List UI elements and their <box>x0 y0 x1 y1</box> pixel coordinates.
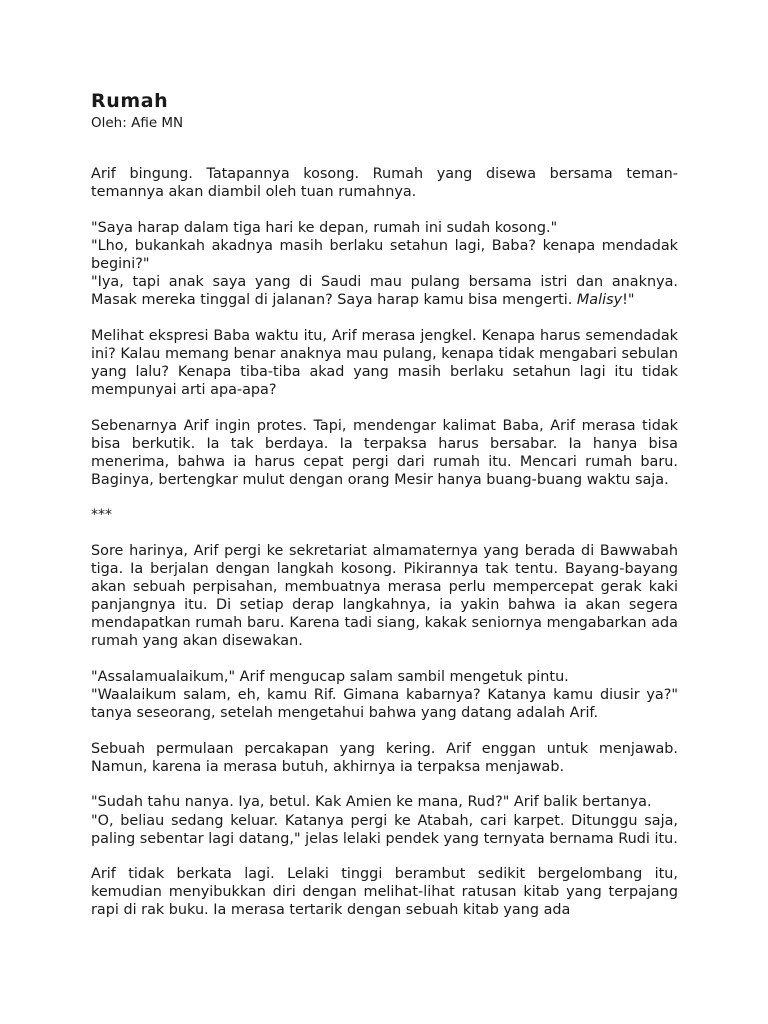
dialogue-line: "Waalaikum salam, eh, kamu Rif. Gimana kabarnya? Katanya kamu diusir ya?" tanya seseorang, setelah mengetahui bahwa yang datang adalah Arif. <box>91 687 678 722</box>
dialogue-text-end: !" <box>622 292 635 309</box>
paragraph-dialogue <box>91 793 678 847</box>
paragraph <box>91 542 678 651</box>
paragraph-line: Arif bingung. Tatapannya kosong. Rumah yang disewa bersama teman-temannya akan diambil oleh tuan rumahnya. <box>91 166 678 201</box>
paragraph-dialogue <box>91 219 678 309</box>
paragraph <box>91 165 678 201</box>
paragraph-dialogue <box>91 668 678 722</box>
paragraph-line: Sebenarnya Arif ingin protes. Tapi, mendengar kalimat Baba, Arif merasa tidak bisa berkutik. Ia tak berdaya. Ia terpaksa harus bersabar. Ia hanya bisa menerima, bahwa ia harus cepat pergi dari rumah itu. Mencari rumah baru. Baginya, bertengkar mulut dengan orang Mesir hanya buang-buang waktu saja. <box>91 417 678 488</box>
story-author: Oleh: Afie MN <box>91 115 184 131</box>
paragraph-line: Sebuah permulaan percakapan yang kering. Arif enggan untuk menjawab. Namun, karena ia merasa butuh, akhirnya ia terpaksa menjawab. <box>91 740 678 775</box>
story-title: Rumah <box>91 90 169 112</box>
paragraph <box>91 740 678 776</box>
dialogue-line <box>91 273 678 309</box>
dialogue-line: "Assalamualaikum," Arif mengucap salam sambil mengetuk pintu. <box>91 668 569 685</box>
paragraph <box>91 417 678 489</box>
emphasis-word: Malisy <box>576 292 623 309</box>
dialogue-text: "Iya, tapi anak saya yang di Saudi mau pulang bersama istri dan anaknya. Masak mereka tinggal di jalanan? Saya harap kamu bisa mengerti. <box>91 273 678 309</box>
paragraph-line: Sore harinya, Arif pergi ke sekretariat almamaternya yang berada di Bawwabah tiga. Ia berjalan dengan langkah kosong. Pikirannya tak tentu. Bayang-bayang akan sebuah perpisahan, membuatnya merasa perlu mempercepat gerak kaki panjangnya itu. Di setiap derap langkahnya, ia yakin bahwa ia akan segera mendapatkan rumah baru. Karena tadi siang, kakak seniornya mengabarkan ada rumah yang akan disewakan. <box>91 542 678 650</box>
dialogue-line: "Lho, bukankah akadnya masih berlaku setahun lagi, Baba? kenapa mendadak begini?" <box>91 237 678 272</box>
scene-separator: *** <box>91 507 112 524</box>
paragraph-line: Arif tidak berkata lagi. Lelaki tinggi berambut sedikit bergelombang itu, kemudian menyibukkan diri dengan melihat-lihat ratusan kitab yang terpajang rapi di rak buku. Ia merasa tertarik dengan sebuah kitab yang ada <box>91 866 678 919</box>
dialogue-line: "Saya harap dalam tiga hari ke depan, rumah ini sudah kosong." <box>91 219 558 236</box>
document-page <box>91 88 678 937</box>
dialogue-line: "O, beliau sedang keluar. Katanya pergi ke Atabah, cari karpet. Ditunggu saja, paling sebentar lagi datang," jelas lelaki pendek yang ternyata bernama Rudi itu. <box>91 812 678 847</box>
dialogue-line: "Sudah tahu nanya. Iya, betul. Kak Amien ke mana, Rud?" Arif balik bertanya. <box>91 794 652 811</box>
paragraph-line: Melihat ekspresi Baba waktu itu, Arif merasa jengkel. Kenapa harus semendadak ini? Kalau memang benar anaknya mau pulang, kenapa tidak mengabari sebulan yang lalu? Kenapa tiba-tiba akad yang masih berlaku setahun lagi itu tidak mempunyai arti apa-apa? <box>91 327 678 398</box>
paragraph <box>91 865 678 919</box>
paragraph <box>91 327 678 399</box>
